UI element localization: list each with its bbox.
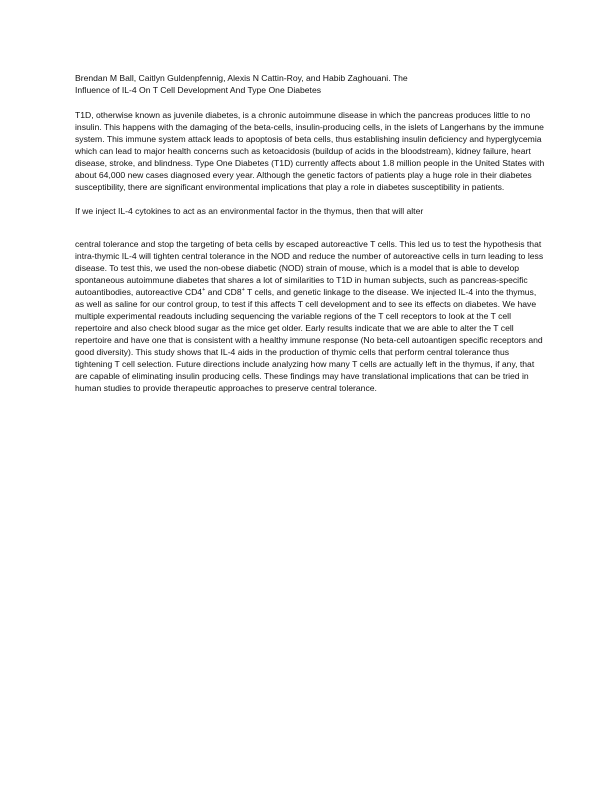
paragraph-hypothesis: If we inject IL-4 cytokines to act as an environmental factor in the thymus, then that will alter	[75, 206, 424, 216]
paragraph-background: T1D, otherwise known as juvenile diabetes, is a chronic autoimmune disease in which the pancreas produces little to no insulin. This happens with the damaging of the beta-cells, insulin-producing cells, in the islets of Langerhans by the immune system. This immune system attack leads to apoptosis of beta cells, thus establishing insulin deficiency and hyperglycemia which can lead to major health concerns such as ketoacidosis (buildup of acids in the bloodstream), kidney failure, heart disease, stroke, and blindness. Type One Diabetes (T1D) currently affects about 1.8 million people in the United States with about 64,000 new cases diagnosed every year. Although the genetic factors of patients play a huge role in their diabetes susceptibility, there are significant environmental implications that play a role in diabetes susceptibility in patients.	[75, 110, 545, 192]
title-line-1	[75, 72, 545, 84]
document-page	[75, 72, 545, 394]
methods-text-2: and CD8	[205, 287, 242, 297]
title-line-2: Influence of IL-4 On T Cell Development And Type One Diabetes	[75, 85, 322, 95]
title-block	[75, 72, 545, 96]
methods-text-1: central tolerance and stop the targeting of beta cells by escaped autoreactive T cells. This led us to test the hypothesis that intra-thymic IL-4 will tighten central tolerance in the NOD and reduce the number of autoreactive cells in turn leading to less disease. To test this, we used the non-obese diabetic (NOD) strain of mouse, which is a model that is able to develop spontaneous autoimmune diabetes that shares a lot of similarities to T1D in human subjects, such as pancreas-specific autoantibodies, autoreactive CD4	[75, 239, 544, 297]
superscript-plus-2: +	[241, 287, 245, 294]
paragraph-methods-results	[75, 238, 545, 394]
title-text-start: The	[392, 73, 408, 83]
superscript-plus-1: +	[202, 287, 206, 294]
authors: Brendan M Ball, Caitlyn Guldenpfennig, Alexis N Cattin-Roy, and Habib Zaghouani.	[75, 73, 391, 83]
methods-text-3: T cells, and genetic linkage to the disease. We injected IL-4 into the thymus, as well as saline for our control group, to test if this affects T cell development and to see its effects on diabetes. We have multiple experimental readouts including sequencing the variable regions of the T cell receptors to look at the T cell repertoire and also check blood sugar as the mice get older. Early results indicate that we are able to alter the T cell repertoire and have one that is consistent with a healthy immune response (No beta-cell autoantigen specific receptors and good diversity). This study shows that IL-4 aids in the production of thymic cells that perform central tolerance thus tightening T cell selection. Future directions include analyzing how many T cells are actually left in the thymus, if any, that are capable of eliminating insulin producing cells. These findings may have translational implications that can be tried in human studies to provide therapeutic approaches to preserve central tolerance.	[75, 287, 543, 393]
